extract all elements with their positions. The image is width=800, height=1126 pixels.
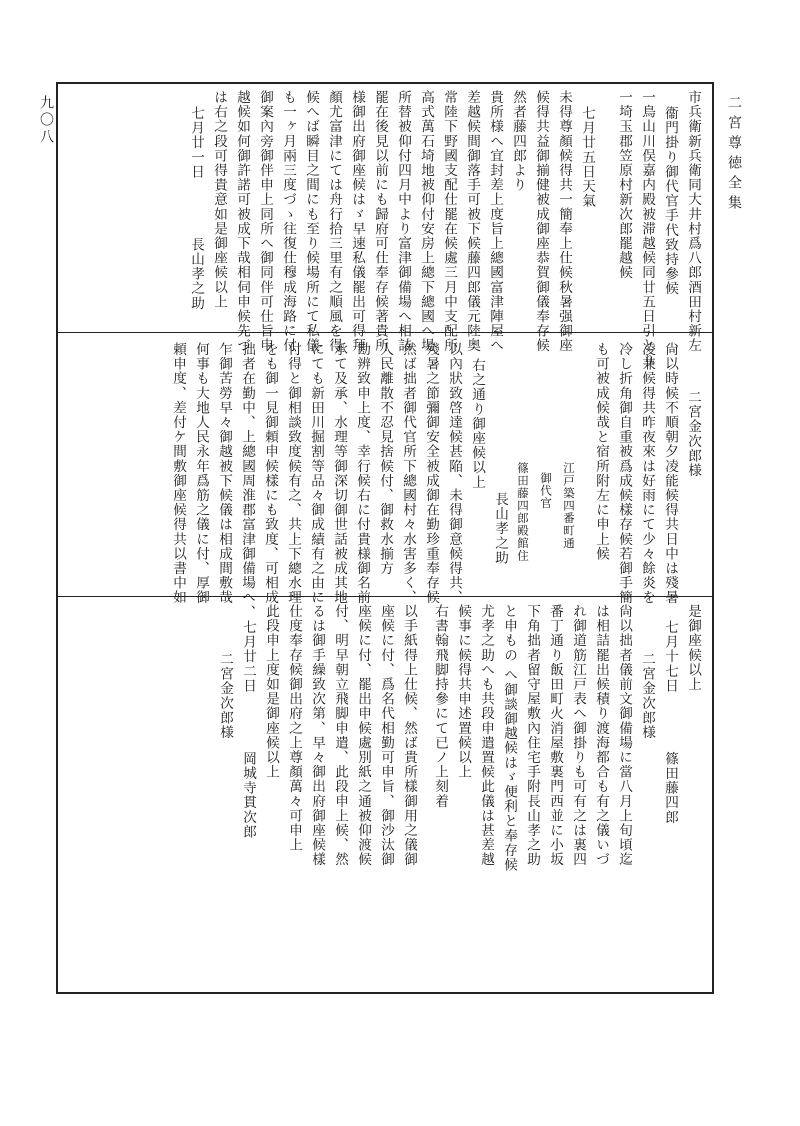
bot-left-block [60, 604, 420, 990]
addressee: 二宮金次郎様 [639, 652, 655, 740]
text-column: 越候如何御許諾可被成下哉相伺申候先づ [234, 90, 250, 353]
text-column: をも御一見御頼申候樣にも致度、可相成 [262, 342, 278, 605]
top-left-block [58, 90, 598, 353]
text-column: 市兵衛新兵衛同大井村爲八郎酒田村新左 [685, 90, 701, 353]
text-column: 七月廿一日 長山孝之助 [188, 106, 204, 311]
text-column: 此段申上度如是御座候以上 [263, 604, 279, 780]
page-number: 九〇八 [38, 95, 54, 146]
text-column: 一鳥山川俣嘉内殿被滞越候同廿五日引とり [639, 90, 655, 368]
text-column: は相詰罷出候積り渡海都合も有之儀いづ [593, 604, 609, 867]
text-column: れ御道筋江戸表へ御掛りも可有之は裏四 [570, 604, 586, 867]
text-column: 常陸下野國支配仕罷在候處三月中支配所 [441, 90, 457, 353]
top-right-block [606, 90, 704, 368]
text-column: 七月十七日 篠田藤四郎 [662, 620, 678, 825]
text-column: と申もの へ御談御越候はゞ便利と奉存候 [501, 604, 517, 873]
text-column: 高式萬石埼地被仰付安房上總下總國へ場 [418, 90, 434, 353]
address-line: 江戸築四番町通 [562, 462, 576, 550]
text-column: は右之段可得貴意如是御座候以上 [211, 90, 227, 309]
text-column: 様御出府御座候はゞ早速私儀罷出可得拜 [349, 90, 365, 353]
addressee: 二宮金次郎様 [217, 652, 233, 740]
text-column: 候へば瞬目之間にも至り候場所にて私儀 [303, 90, 319, 353]
text-column: 罷在後見以前にも歸府可仕奉存候著貴所 [372, 90, 388, 353]
address-line: 御代官 [539, 472, 553, 510]
page-frame [56, 82, 714, 994]
text-column: 顏尤富津にては舟行拾三里有之順風を得 [326, 90, 342, 353]
text-column: 仕度奉存候御出府之上尊顏萬々可申上 [286, 604, 302, 853]
text-column: 承て及承、水理等御深切御世話被成其地 [331, 342, 347, 605]
text-column: 番丁通り飯田町火消屋敷裏門西並に小坂 [547, 604, 563, 867]
text-column: 以手紙得上仕候、然ば貴所樣御用之儀御 [401, 604, 417, 867]
text-column: 貴所様へ宜封差上度旨上總國富津陣屋へ [487, 90, 503, 353]
text-column: 頼申度、差付ケ間敷御座候得共以書中如 [170, 342, 186, 605]
text-column: 付得と御相談致度候有之、共上下總水理 [285, 342, 301, 605]
section-middle [58, 342, 710, 620]
text-column: 付、明早朝立飛脚申遣、此段申上候、然 [332, 604, 348, 867]
text-column: 御案內旁御伴申上同所へ御同伴可仕旨申 [257, 90, 273, 353]
text-column: 右書翰飛脚持參にて已ノ上刻着 [432, 604, 448, 809]
text-column: 一埼玉郡笠原村新次郎罷越候 [616, 90, 632, 280]
text-column: も可被成候哉と宿所附左に申上候 [593, 342, 609, 561]
section-bottom [58, 604, 710, 990]
text-column: 七月廿五日天氣 [579, 106, 595, 209]
text-column: 尙以拙者儀前文御備場に當八月上旬頃迄 [616, 604, 632, 867]
text-column: 右之通り御座候以上 [469, 358, 485, 490]
addressee: 二宮金次郎様 [685, 390, 701, 478]
text-column: 尙以時候不順朝夕凌能候得共日中は殘暑 [662, 342, 678, 605]
text-column: るは御手繰致次第、早々御出府御座候樣 [309, 604, 325, 867]
text-column: 然者藤四郎より [510, 90, 526, 193]
text-column: 乍御苦勞早々御越被下候儀は相成間敷哉 [216, 342, 232, 605]
text-column: 冷し折角御自重被爲成候樣存候若御手簡 [616, 342, 632, 605]
mid-right-block [584, 342, 704, 605]
text-column: 七月廿二日 岡城寺貫次郎 [240, 620, 256, 839]
text-column: 未得尊顏候得共一簡奉上仕候秋暑强御座 [556, 90, 572, 353]
text-column: 然ば拙者御代官所下總國村々水害多く、 [400, 342, 416, 605]
text-column: 何事も大地人民永年爲筋之儀に付、厚御 [193, 342, 209, 605]
text-column: 尤孝之助へも共段申遣置候此儀は甚差越 [478, 604, 494, 867]
text-column: 座候に付、罷出申候處別紙之通被仰渡候 [355, 604, 371, 867]
text-column: 殘暑之節彌御安全被成御在勤珍重奉存候 [423, 342, 439, 605]
mid-left-block [60, 342, 580, 620]
divider-bottom [58, 596, 712, 597]
text-column: も一ヶ月兩三度づゝ往復仕穆成海路に付 [280, 90, 296, 353]
section-top [58, 90, 710, 368]
bot-right-block [424, 604, 704, 990]
address-line: 篠田藤四郎殿館住 [516, 462, 530, 562]
text-column: 拙者在勤中、上總國周淮郡富津御備場へ、 [239, 342, 255, 620]
text-column: 座候に付、爲名代相勤可申旨、御沙汰御 [378, 604, 394, 867]
text-column: 以內狀致啓達候甚陥、未得御意候得共、 [446, 342, 462, 605]
text-column: 是御座候以上 [685, 604, 701, 692]
text-column: 勘辨致申上度、幸行候右に付貴様御名前 [354, 342, 370, 605]
text-column: 下角拙者留守屋敷內住宅手附長山孝之助 [524, 604, 540, 867]
text-column: 差越候間御落手可被下候藤四郎儀元陸奥 [464, 90, 480, 353]
sender-name: 長山孝之助 [492, 492, 508, 565]
text-column: 候得共益御揃健被成御座恭賀御儀奉存候 [533, 90, 549, 353]
text-column: 人民離散不忍見捨候付、御救水揃方 [377, 342, 393, 576]
page-header-title: 二宮尊徳全集 [726, 95, 742, 215]
text-column: にても新田川掘割等品々御成績有之由に [308, 342, 324, 605]
text-column: 凌兼候得共昨夜來は好雨にて少々餘炎を [639, 342, 655, 605]
text-column: 候事に候得共申述置候以上 [455, 604, 471, 780]
text-column: 衞門掛り御代官手代致持參候 [662, 106, 678, 296]
text-column: 所替被仰付四月中より富津御備場へ相詰 [395, 90, 411, 353]
